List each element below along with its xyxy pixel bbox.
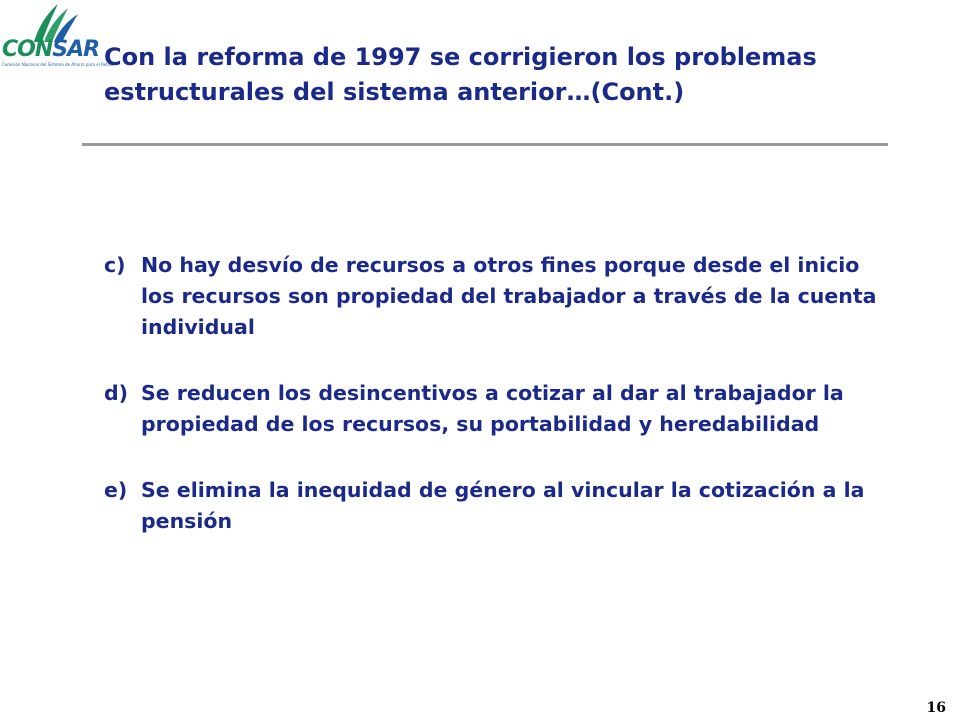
list-item-e xyxy=(104,475,884,537)
logo-wordmark-con: CON xyxy=(2,37,53,62)
logo-tagline: Comisión Nacional del Sistema de Ahorro para el Retiro xyxy=(2,62,113,67)
list-item-marker: c) xyxy=(104,253,126,277)
consar-logo xyxy=(0,0,113,80)
list-item-text: No hay desvío de recursos a otros fines porque desde el inicio los recursos son propiedad del trabajador a través de la cuenta individual xyxy=(141,253,877,339)
list-item-c xyxy=(104,250,884,343)
list-item-marker: e) xyxy=(104,478,128,502)
logo-wordmark-sar: SAR xyxy=(52,37,100,62)
slide-title xyxy=(104,40,904,110)
list-item-text: Se reducen los desincentivos a cotizar al dar al trabajador la propiedad de los recursos, su portabilidad y heredabilidad xyxy=(141,381,844,436)
list-item-d xyxy=(104,378,884,440)
list-item-marker: d) xyxy=(104,381,129,405)
list-item-text: Se elimina la inequidad de género al vincular la cotización a la pensión xyxy=(141,478,865,533)
slide-title-line-2: estructurales del sistema anterior…(Cont.) xyxy=(104,78,685,106)
logo-wordmark xyxy=(2,38,99,62)
slide-title-line-1: Con la reforma de 1997 se corrigieron los problemas xyxy=(104,43,817,71)
title-divider xyxy=(82,143,888,146)
reform-points-list xyxy=(104,250,884,572)
page-number: 16 xyxy=(926,700,946,716)
